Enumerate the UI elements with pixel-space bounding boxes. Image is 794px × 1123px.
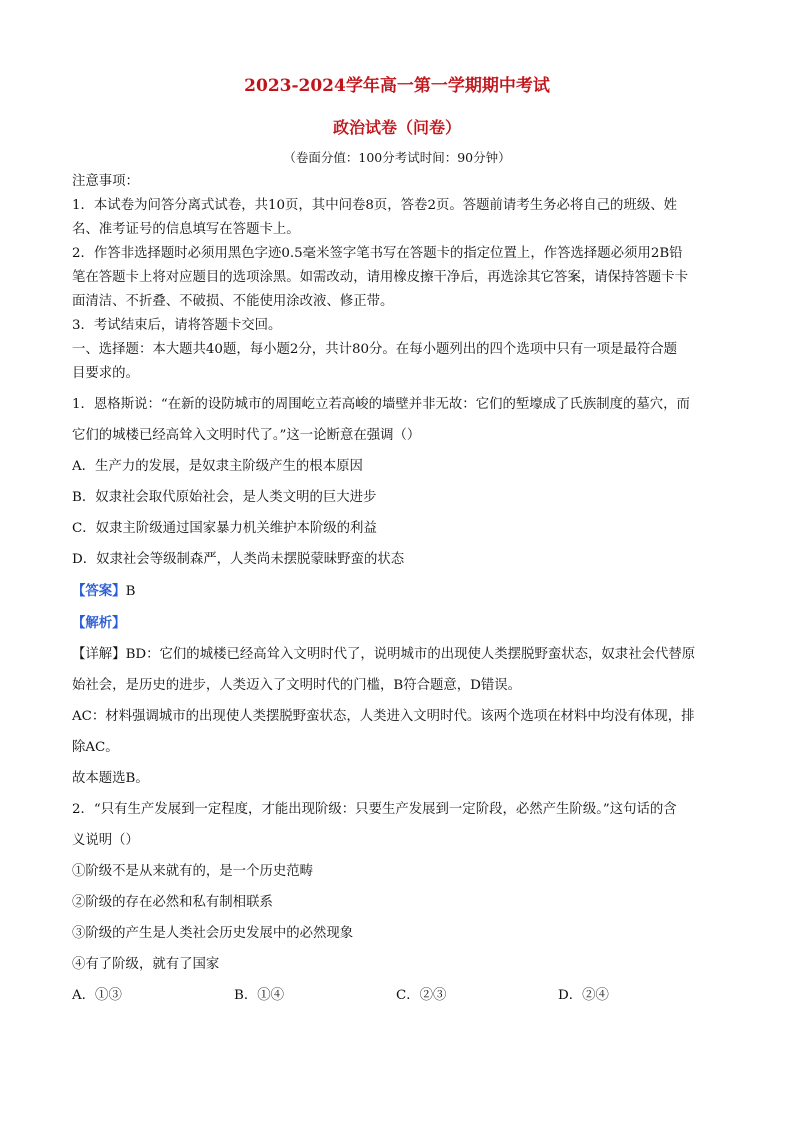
- question-1-option-c: C．奴隶主阶级通过国家暴力机关维护本阶级的利益: [72, 521, 377, 536]
- section-1-intro: [72, 338, 722, 386]
- detail-text-1: BD：它们的城楼已经高耸入文明时代了，说明城市的出现使人类摆脱野蛮状态，奴隶社会代替原: [125, 647, 696, 662]
- question-2-statement-3: ③阶级的产生是人类社会历史发展中的必然现象: [72, 926, 354, 941]
- question-2-statement-4: ④有了阶级，就有了国家: [72, 957, 220, 972]
- question-2-statement-2: ②阶级的存在必然和私有制相联系: [72, 895, 273, 910]
- notice-item-3: 3．考试结束后，请将答题卡交回。: [72, 318, 282, 333]
- question-2-stem-line-2: 义说明（）: [72, 833, 139, 848]
- question-1-ac-line-2: 除AC。: [72, 740, 119, 755]
- question-1-stem-line-1: 1．恩格斯说：“在新的设防城市的周围屹立若高峻的墙壁并非无故：它们的堑壕成了氏族制度的墓穴，而: [72, 397, 690, 412]
- notice-item-2-line-3: 面清洁、不折叠、不破损、不能使用涂改液、修正带。: [72, 294, 394, 309]
- question-2-option-b: B．①④: [234, 988, 285, 1003]
- notice-item-1-line-1: 1．本试卷为问答分离式试卷，共10页，其中问卷8页，答卷2页。答题前请考生务必将自己的班级、姓: [72, 198, 678, 213]
- notice-item-2-line-1: 2．作答非选择题时必须用黑色字迹0.5毫米签字笔书写在答题卡的指定位置上，作答选择题必须用2B铅: [72, 246, 683, 261]
- question-2-option-a: A．①③: [72, 988, 122, 1003]
- exam-title: 2023-2024学年高一第一学期期中考试: [244, 76, 550, 96]
- question-1-option-d: D．奴隶社会等级制森严，人类尚未摆脱蒙昧野蛮的状态: [72, 552, 405, 567]
- question-2-options: [72, 984, 722, 1008]
- question-1-stem-line-2: 它们的城楼已经高耸入文明时代了。”这一论断意在强调（）: [72, 428, 421, 443]
- exam-meta: （卷面分值：100分考试时间：90分钟）: [283, 150, 511, 165]
- notice-heading: 注意事项：: [72, 174, 139, 189]
- section-1-intro-line-2: 目要求的。: [72, 366, 139, 381]
- notice-section: [72, 170, 722, 338]
- notice-item-1-line-2: 名、准考证号的信息填写在答题卡上。: [72, 222, 300, 237]
- notice-item-2-line-2: 笔在答题卡上将对应题目的选项涂黑。如需改动，请用橡皮擦干净后，再选涂其它答案，请保持答题卡卡: [72, 270, 688, 285]
- question-1-analysis: [72, 611, 722, 636]
- detail-tag: 【详解】: [72, 647, 126, 662]
- question-1-option-b: B．奴隶社会取代原始社会，是人类文明的巨大进步: [72, 490, 377, 505]
- question-1-detail-line-2: 始社会，是历史的进步，人类迈入了文明时代的门槛，B符合题意，D错误。: [72, 678, 522, 693]
- question-1-conclusion: 故本题选B。: [72, 771, 149, 786]
- answer-value: B: [125, 584, 136, 599]
- question-1-detail-line-1: [72, 643, 722, 667]
- section-1-intro-line-1: 一、选择题：本大题共40题，每小题2分，共计80分。在每小题列出的四个选项中只有一项是最符合题: [72, 342, 678, 357]
- question-1-option-a: A．生产力的发展，是奴隶主阶级产生的根本原因: [72, 459, 363, 474]
- question-2: [72, 798, 722, 1008]
- question-2-option-c: C．②③: [396, 988, 447, 1003]
- question-2-stem-line-1: 2．“只有生产发展到一定程度，才能出现阶级：只要生产发展到一定阶段，必然产生阶级。”这句话的含: [72, 802, 677, 817]
- analysis-tag: 【解析】: [72, 615, 126, 631]
- question-1-answer: [72, 579, 722, 604]
- answer-tag: 【答案】: [72, 583, 126, 599]
- question-2-option-d: D．②④: [558, 988, 609, 1003]
- exam-subtitle: 政治试卷（问卷）: [332, 118, 461, 137]
- question-1-ac-line-1: AC：材料强调城市的出现使人类摆脱野蛮状态，人类进入文明时代。该两个选项在材料中均没有体现，排: [72, 709, 695, 724]
- question-2-statement-1: ①阶级不是从来就有的，是一个历史范畴: [72, 864, 314, 879]
- question-1: [72, 393, 722, 791]
